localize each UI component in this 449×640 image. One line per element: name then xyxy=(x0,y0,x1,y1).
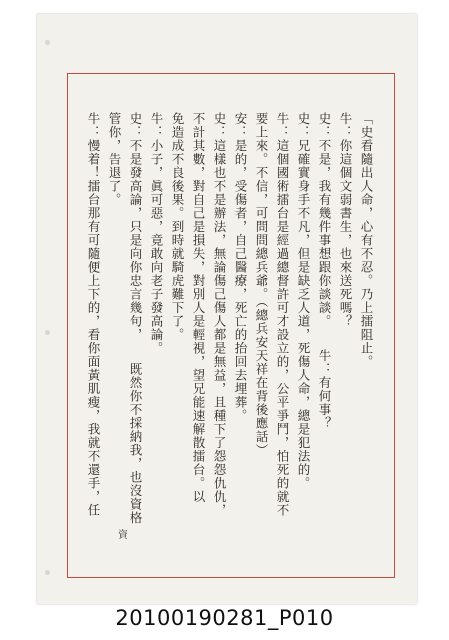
text-column-12: 史：不是發高論，只是向你忠言幾句， 既然你不採納我，也沒資格 xyxy=(128,112,143,525)
text-column-3: 史：不是，我有幾件事想跟你談談。 牛：有何事？ xyxy=(317,112,332,430)
text-column-10: 免造成不良後果。到時就騎虎難下了。 xyxy=(170,112,185,342)
text-column-2: 牛：你這個文弱書生，也來送死嗎？ xyxy=(338,112,353,328)
text-column-5: 牛：這個國術擂台是經過總督許可才設立的，公平爭鬥，怕死的就不 xyxy=(275,112,290,517)
library-stamp: 資 xyxy=(118,530,128,541)
text-column-8: 史：這樣也不是辦法，無論傷己傷人都是無益，且種下了怨怨仇仇， xyxy=(212,112,227,517)
punch-hole xyxy=(45,330,50,335)
image-caption: 20100190281_P010 xyxy=(115,606,334,630)
text-column-13: 管你，告退了。 xyxy=(107,112,122,207)
text-column-11: 牛：小子，眞可惡，竟敢向老子發高論。 xyxy=(149,112,164,355)
text-column-14: 牛：慢着！擂台那有可隨便上下的，看你面黃肌瘦，我就不還手，任 xyxy=(86,112,101,517)
text-column-4: 史：兄確實身手不凡，但是缺乏人道，死傷人命，總是犯法的。 xyxy=(296,112,311,490)
punch-hole xyxy=(45,40,50,45)
text-column-9: 不計其數，對自己是損失，對別人是輕視，望兄能速解散擂台。以 xyxy=(191,112,206,504)
text-column-6: 要上來。不信，可問問總兵爺。（總兵安天祥在背後應話） xyxy=(254,112,269,457)
punch-hole xyxy=(45,570,50,575)
text-column-1: 「史看隨出人命，心有不忍。乃上擂阻止。 xyxy=(359,112,374,369)
text-column-7: 安：是的，受傷者，自己醫療，死亡的抬回去埋葬。 xyxy=(233,112,248,423)
